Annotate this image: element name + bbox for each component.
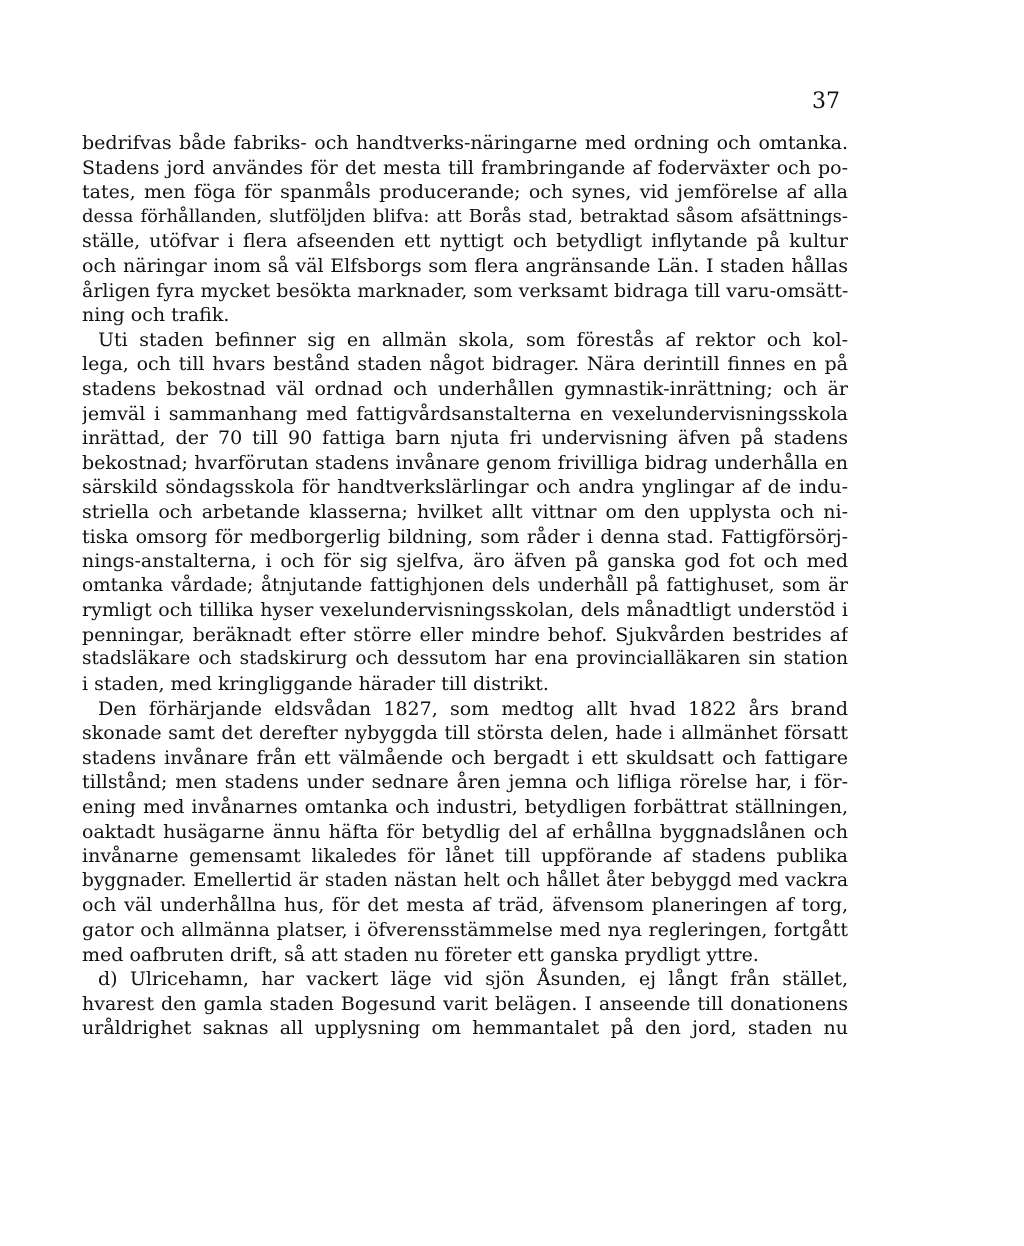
text-line: stadens bekostnad väl ordnad och underhållen gymnastik-inrättning; och är	[82, 377, 848, 400]
text-line: i staden, med kringliggande härader till distrikt.	[82, 673, 549, 696]
text-line: byggnader. Emellertid är staden nästan helt och hållet åter bebyggd med vackra	[82, 869, 848, 891]
text-line: och väl underhållna hus, för det mesta af träd, äfvensom planeringen af torg,	[82, 894, 848, 917]
text-line: tillstånd; men stadens under sednare åren jemna och lifliga rörelse har, i för-	[82, 771, 848, 794]
text-line: jemväl i sammanhang med fattigvårdsanstalterna en vexelundervisningsskola	[82, 402, 848, 425]
text-line: Uti staden befinner sig en allmän skola, som förestås af rektor och kol-	[98, 328, 848, 351]
text-line: striella och arbetande klasserna; hvilket allt vittnar om den upplysta och ni-	[82, 500, 848, 523]
text-line: stadsläkare och stadskirurg och dessutom har ena provincialläkaren sin station	[82, 648, 848, 670]
text-line: dessa förhållanden, slutföljden blifva: att Borås stad, betraktad såsom afsättnings-	[82, 205, 848, 227]
text-line: bedrifvas både fabriks- och handtverks-näringarne med ordning och omtanka.	[82, 132, 848, 154]
text-line: ställe, utöfvar i flera afseenden ett nyttigt och betydligt inflytande på kultur	[82, 230, 848, 253]
text-line: nings-anstalterna, i och för sig sjelfva, äro äfven på ganska god fot och med	[82, 550, 848, 573]
text-line: särskild söndagsskola för handtverkslärlingar och andra ynglingar af de indu-	[82, 476, 848, 499]
text-line: rymligt och tillika hyser vexelundervisningsskolan, dels månadtligt understöd i	[82, 599, 848, 622]
text-line: lega, och till hvars bestånd staden något bidrager. Nära derintill finnes en på	[82, 353, 848, 376]
text-line: inrättad, der 70 till 90 fattiga barn njuta fri undervisning äfven på stadens	[82, 427, 848, 450]
text-line: bekostnad; hvarförutan stadens invånare genom frivilliga bidrag underhålla en	[82, 451, 848, 474]
text-line: med oafbruten drift, så att staden nu företer ett ganska prydligt yttre.	[82, 943, 759, 966]
text-line: Stadens jord användes för det mesta till frambringande af foderväxter och po-	[82, 156, 848, 179]
text-line: skonade samt det derefter nybyggda till största delen, hade i allmänhet försatt	[82, 722, 848, 745]
text-line: hvarest den gamla staden Bogesund varit belägen. I anseende till donationens	[82, 992, 848, 1015]
text-line: penningar, beräknadt efter större eller mindre behof. Sjukvården bestrides af	[82, 623, 848, 646]
text-line: d) Ulricehamn, har vackert läge vid sjön Åsunden, ej långt från stället,	[98, 968, 848, 991]
page-number: 37	[812, 89, 840, 114]
text-line: och näringar inom så väl Elfsborgs som flera angränsande Län. I staden hållas	[82, 254, 848, 277]
text-line: årligen fyra mycket besökta marknader, som verksamt bidraga till varu-omsätt-	[82, 279, 848, 302]
text-line: Den förhärjande eldsvådan 1827, som medtog allt hvad 1822 års brand	[98, 697, 848, 720]
text-line: stadens invånare från ett välmående och bergadt i ett skuldsatt och fattigare	[82, 746, 848, 769]
text-line: oaktadt husägarne ännu häfta för betydlig del af erhållna byggnadslånen och	[82, 820, 848, 843]
text-line: uråldrighet saknas all upplysning om hemmantalet på den jord, staden nu	[82, 1017, 848, 1040]
text-line: tiska omsorg för medborgerlig bildning, som råder i denna stad. Fattigförsörj-	[82, 525, 848, 548]
text-line: tates, men föga för spanmåls producerande; och synes, vid jemförelse af alla	[82, 181, 848, 204]
text-line: ening med invånarnes omtanka och industri, betydligen forbättrat ställningen,	[82, 796, 848, 819]
body-text	[82, 131, 848, 1041]
text-line: ning och trafik.	[82, 304, 230, 327]
text-line: invånarne gemensamt likaledes för lånet till uppförande af stadens publika	[82, 845, 848, 868]
text-line: gator och allmänna platser, i öfverensstämmelse med nya regleringen, fortgått	[82, 919, 848, 941]
text-line: omtanka vårdade; åtnjutande fattighjonen dels underhåll på fattighuset, som är	[82, 574, 848, 596]
